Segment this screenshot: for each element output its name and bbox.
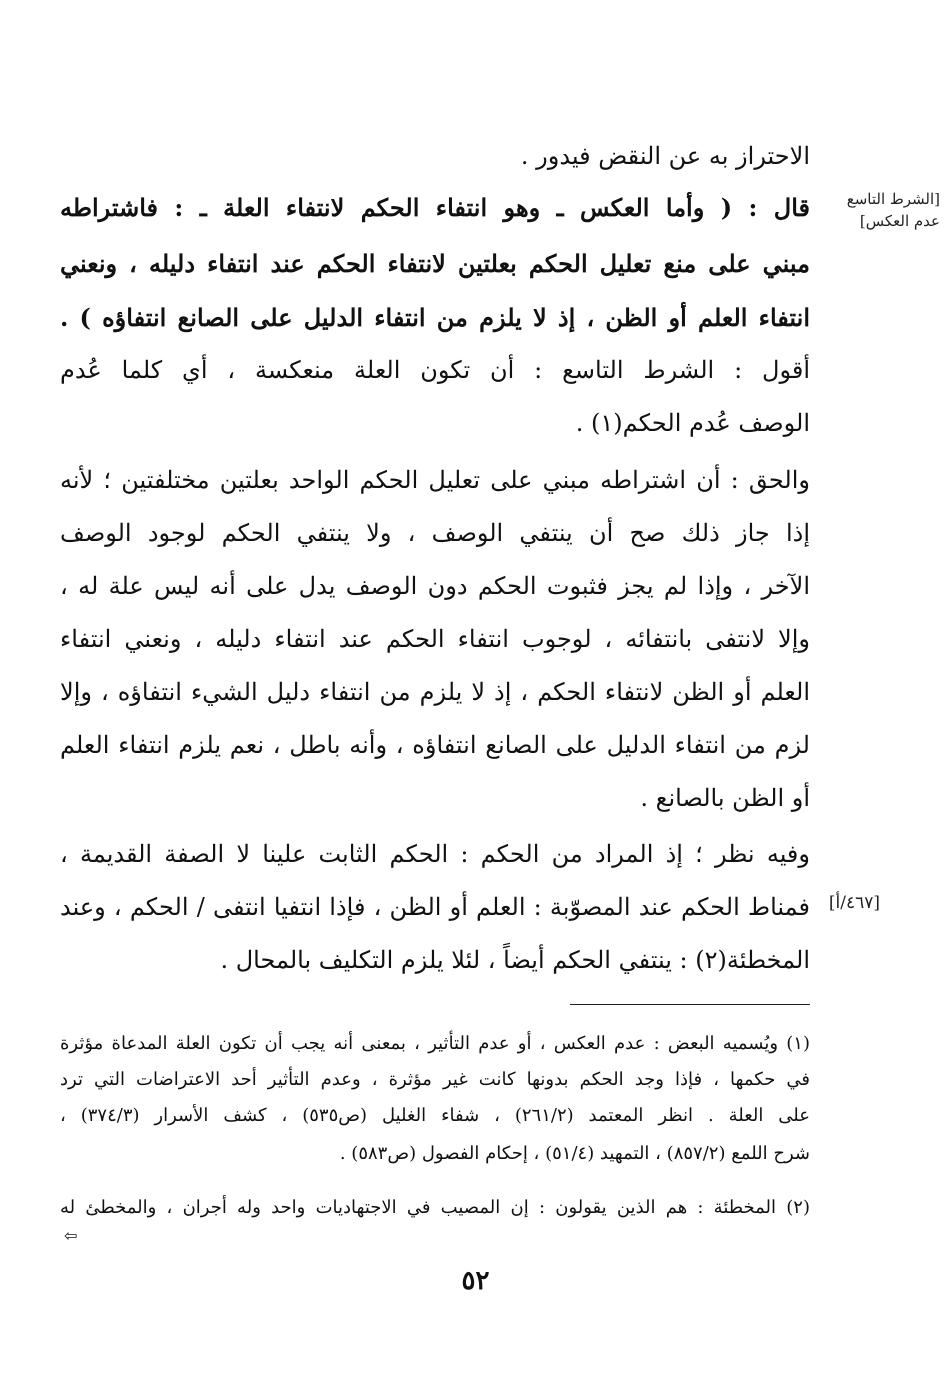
body-line: وفيه نظر ؛ إذ المراد من الحكم : الحكم الثابت علينا لا الصفة القديمة ، <box>60 840 810 868</box>
footnote-separator <box>570 1004 810 1005</box>
body-line: الاحتراز به عن النقض فيدور . <box>520 142 810 170</box>
body-line: الوصف عُدم الحكم(١) . <box>575 409 810 437</box>
body-line: المخطئة(٢) : ينتفي الحكم أيضاً ، لئلا يلزم التكليف بالمحال . <box>220 946 810 974</box>
footnote-line: في حكمها ، فإذا وجد الحكم بدونها كانت غير مؤثرة ، وعدم التأثير أحد الاعتراضات التي ترد <box>60 1069 810 1090</box>
body-line: والحق : أن اشتراطه مبني على تعليل الحكم الواحد بعلتين مختلفتين ؛ لأنه <box>60 466 810 494</box>
page-number: ٥٢ <box>461 1266 490 1296</box>
body-line: إذا جاز ذلك صح أن ينتفي الوصف ، ولا ينتفي الحكم لوجود الوصف <box>60 519 810 547</box>
footnote-line: شرح اللمع (٨٥٧/٢) ، التمهيد (٥١/٤) ، إحكام الفصول (ص٥٨٣) . <box>339 1143 810 1164</box>
body-line: قال : ( وأما العكس ـ وهو انتفاء الحكم لانتفاء العلة ـ : فاشتراطه <box>60 193 810 222</box>
body-line: أقول : الشرط التاسع : أن تكون العلة منعكسة ، أي كلما عُدم <box>60 356 810 384</box>
body-line: الآخر ، وإذا لم يجز فثبوت الحكم دون الوصف يدل على أنه ليس علة له ، <box>60 572 810 600</box>
footnote-line: (٢) المخطئة : هم الذين يقولون : إن المصيب في الاجتهاديات واحد وله أجران ، والمخطئ له <box>60 1197 810 1218</box>
body-line: أو الظن بالصانع . <box>640 784 810 812</box>
margin-note-condition: [الشرط التاسع عدم العكس] <box>846 190 940 230</box>
body-line: فمناط الحكم عند المصوّبة : العلم أو الظن ، فإذا انتفيا انتفى / الحكم ، وعند <box>60 893 810 921</box>
body-line: انتفاء العلم أو الظن ، إذ لا يلزم من انتفاء الدليل على الصانع انتفاؤه ) . <box>60 303 810 332</box>
body-line: مبني على منع تعليل الحكم بعلتين لانتفاء الحكم عند انتفاء دليله ، ونعني <box>60 249 810 278</box>
footnote-line: على العلة . انظر المعتمد (٢٦١/٢) ، شفاء الغليل (ص٥٣٥) ، كشف الأسرار (٣٧٤/٣) ، <box>60 1105 810 1126</box>
footnote-line: (١) ويُسميه البعض : عدم العكس ، أو عدم التأثير ، بمعنى أنه يجب أن تكون العلة المدعاة مؤثرة <box>60 1033 810 1054</box>
body-line: لزم من انتفاء الدليل على الصانع انتفاؤه ، وأنه باطل ، نعم يلزم انتفاء العلم <box>60 731 810 759</box>
body-line: العلم أو الظن لانتفاء الحكم ، إذ لا يلزم من انتفاء دليل الشيء انتفاؤه ، وإلا <box>60 678 810 706</box>
continuation-arrow-icon: ⇦ <box>64 1226 78 1245</box>
margin-note-page-ref: [٤٦٧/أ] <box>828 893 880 913</box>
body-line: وإلا لانتفى بانتفائه ، لوجوب انتفاء الحكم عند انتفاء دليله ، ونعني انتفاء <box>60 625 810 653</box>
